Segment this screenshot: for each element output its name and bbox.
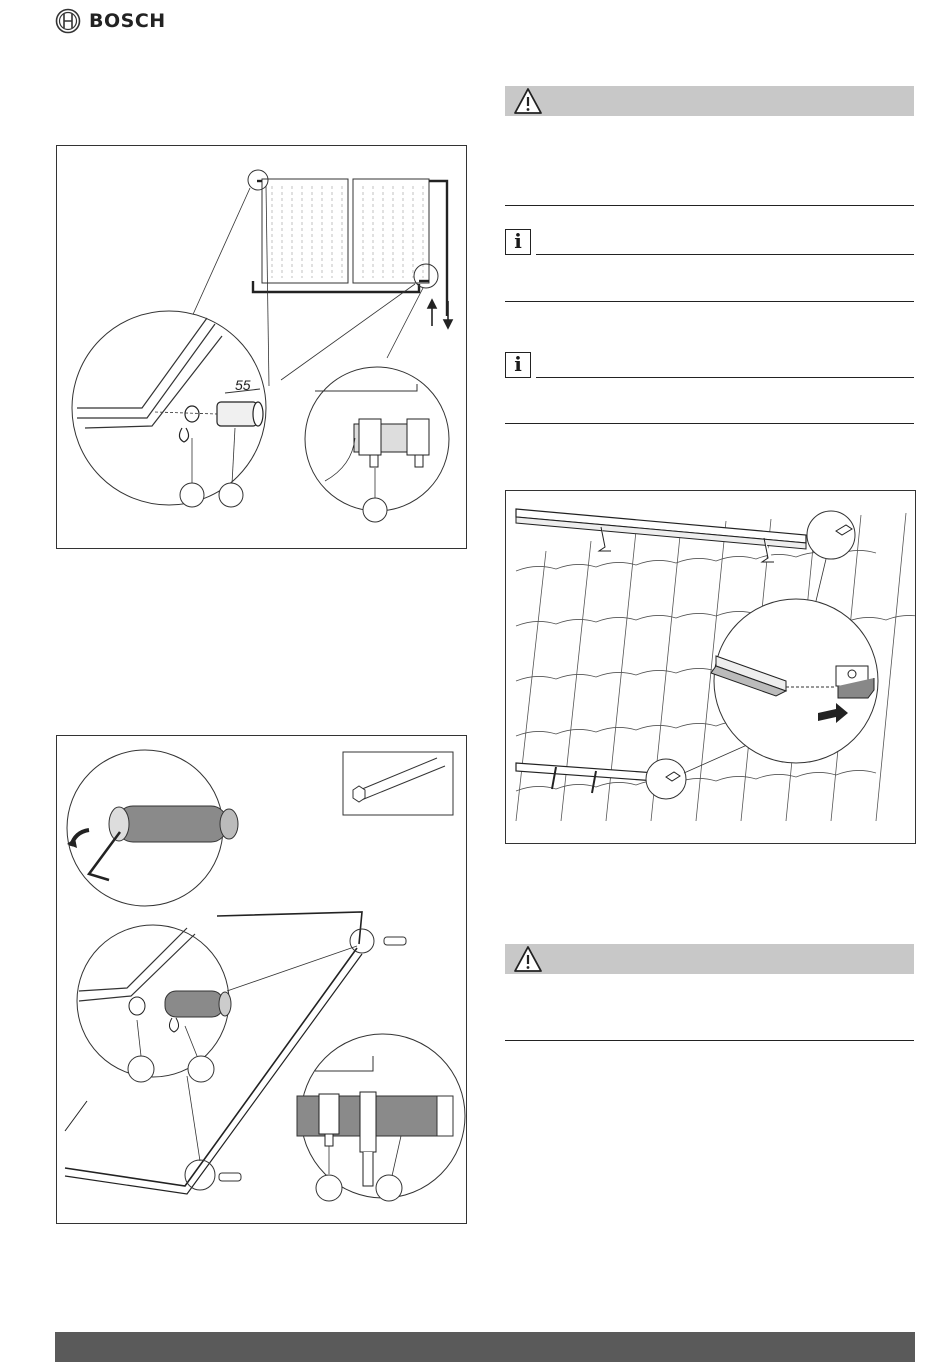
- warning-bar-1: [505, 86, 914, 116]
- info-i-icon: i: [505, 352, 531, 378]
- callout-3: [316, 1175, 342, 1201]
- brand-name: BOSCH: [89, 10, 166, 32]
- callout-1: [128, 1056, 154, 1082]
- callout-1: [180, 483, 204, 507]
- info-1-underline: [536, 254, 914, 255]
- figure-collector-connection: [56, 145, 467, 549]
- figure-connection-assembly: [56, 735, 467, 1224]
- rule-4: [505, 1040, 914, 1041]
- dimension-label: 55: [235, 377, 251, 393]
- roof-rail-drawing: [506, 491, 915, 843]
- callout-3: [363, 498, 387, 522]
- warning-triangle-icon: [513, 945, 543, 973]
- callout-4: [376, 1175, 402, 1201]
- figure-roof-rail: [505, 490, 916, 844]
- rule-2: [505, 301, 914, 302]
- callout-2: [188, 1056, 214, 1082]
- rule-3: [505, 423, 914, 424]
- connection-assembly-drawing: [57, 736, 466, 1223]
- brand-logo: [55, 8, 166, 34]
- collector-connection-drawing: [57, 146, 466, 548]
- warning-triangle-icon: [513, 87, 543, 115]
- footer-bar: [55, 1332, 915, 1362]
- bosch-armature-icon: [55, 8, 81, 34]
- info-2-underline: [536, 377, 914, 378]
- warning-bar-2: [505, 944, 914, 974]
- info-i-icon: i: [505, 229, 531, 255]
- callout-2: [219, 483, 243, 507]
- rule-1: [505, 205, 914, 206]
